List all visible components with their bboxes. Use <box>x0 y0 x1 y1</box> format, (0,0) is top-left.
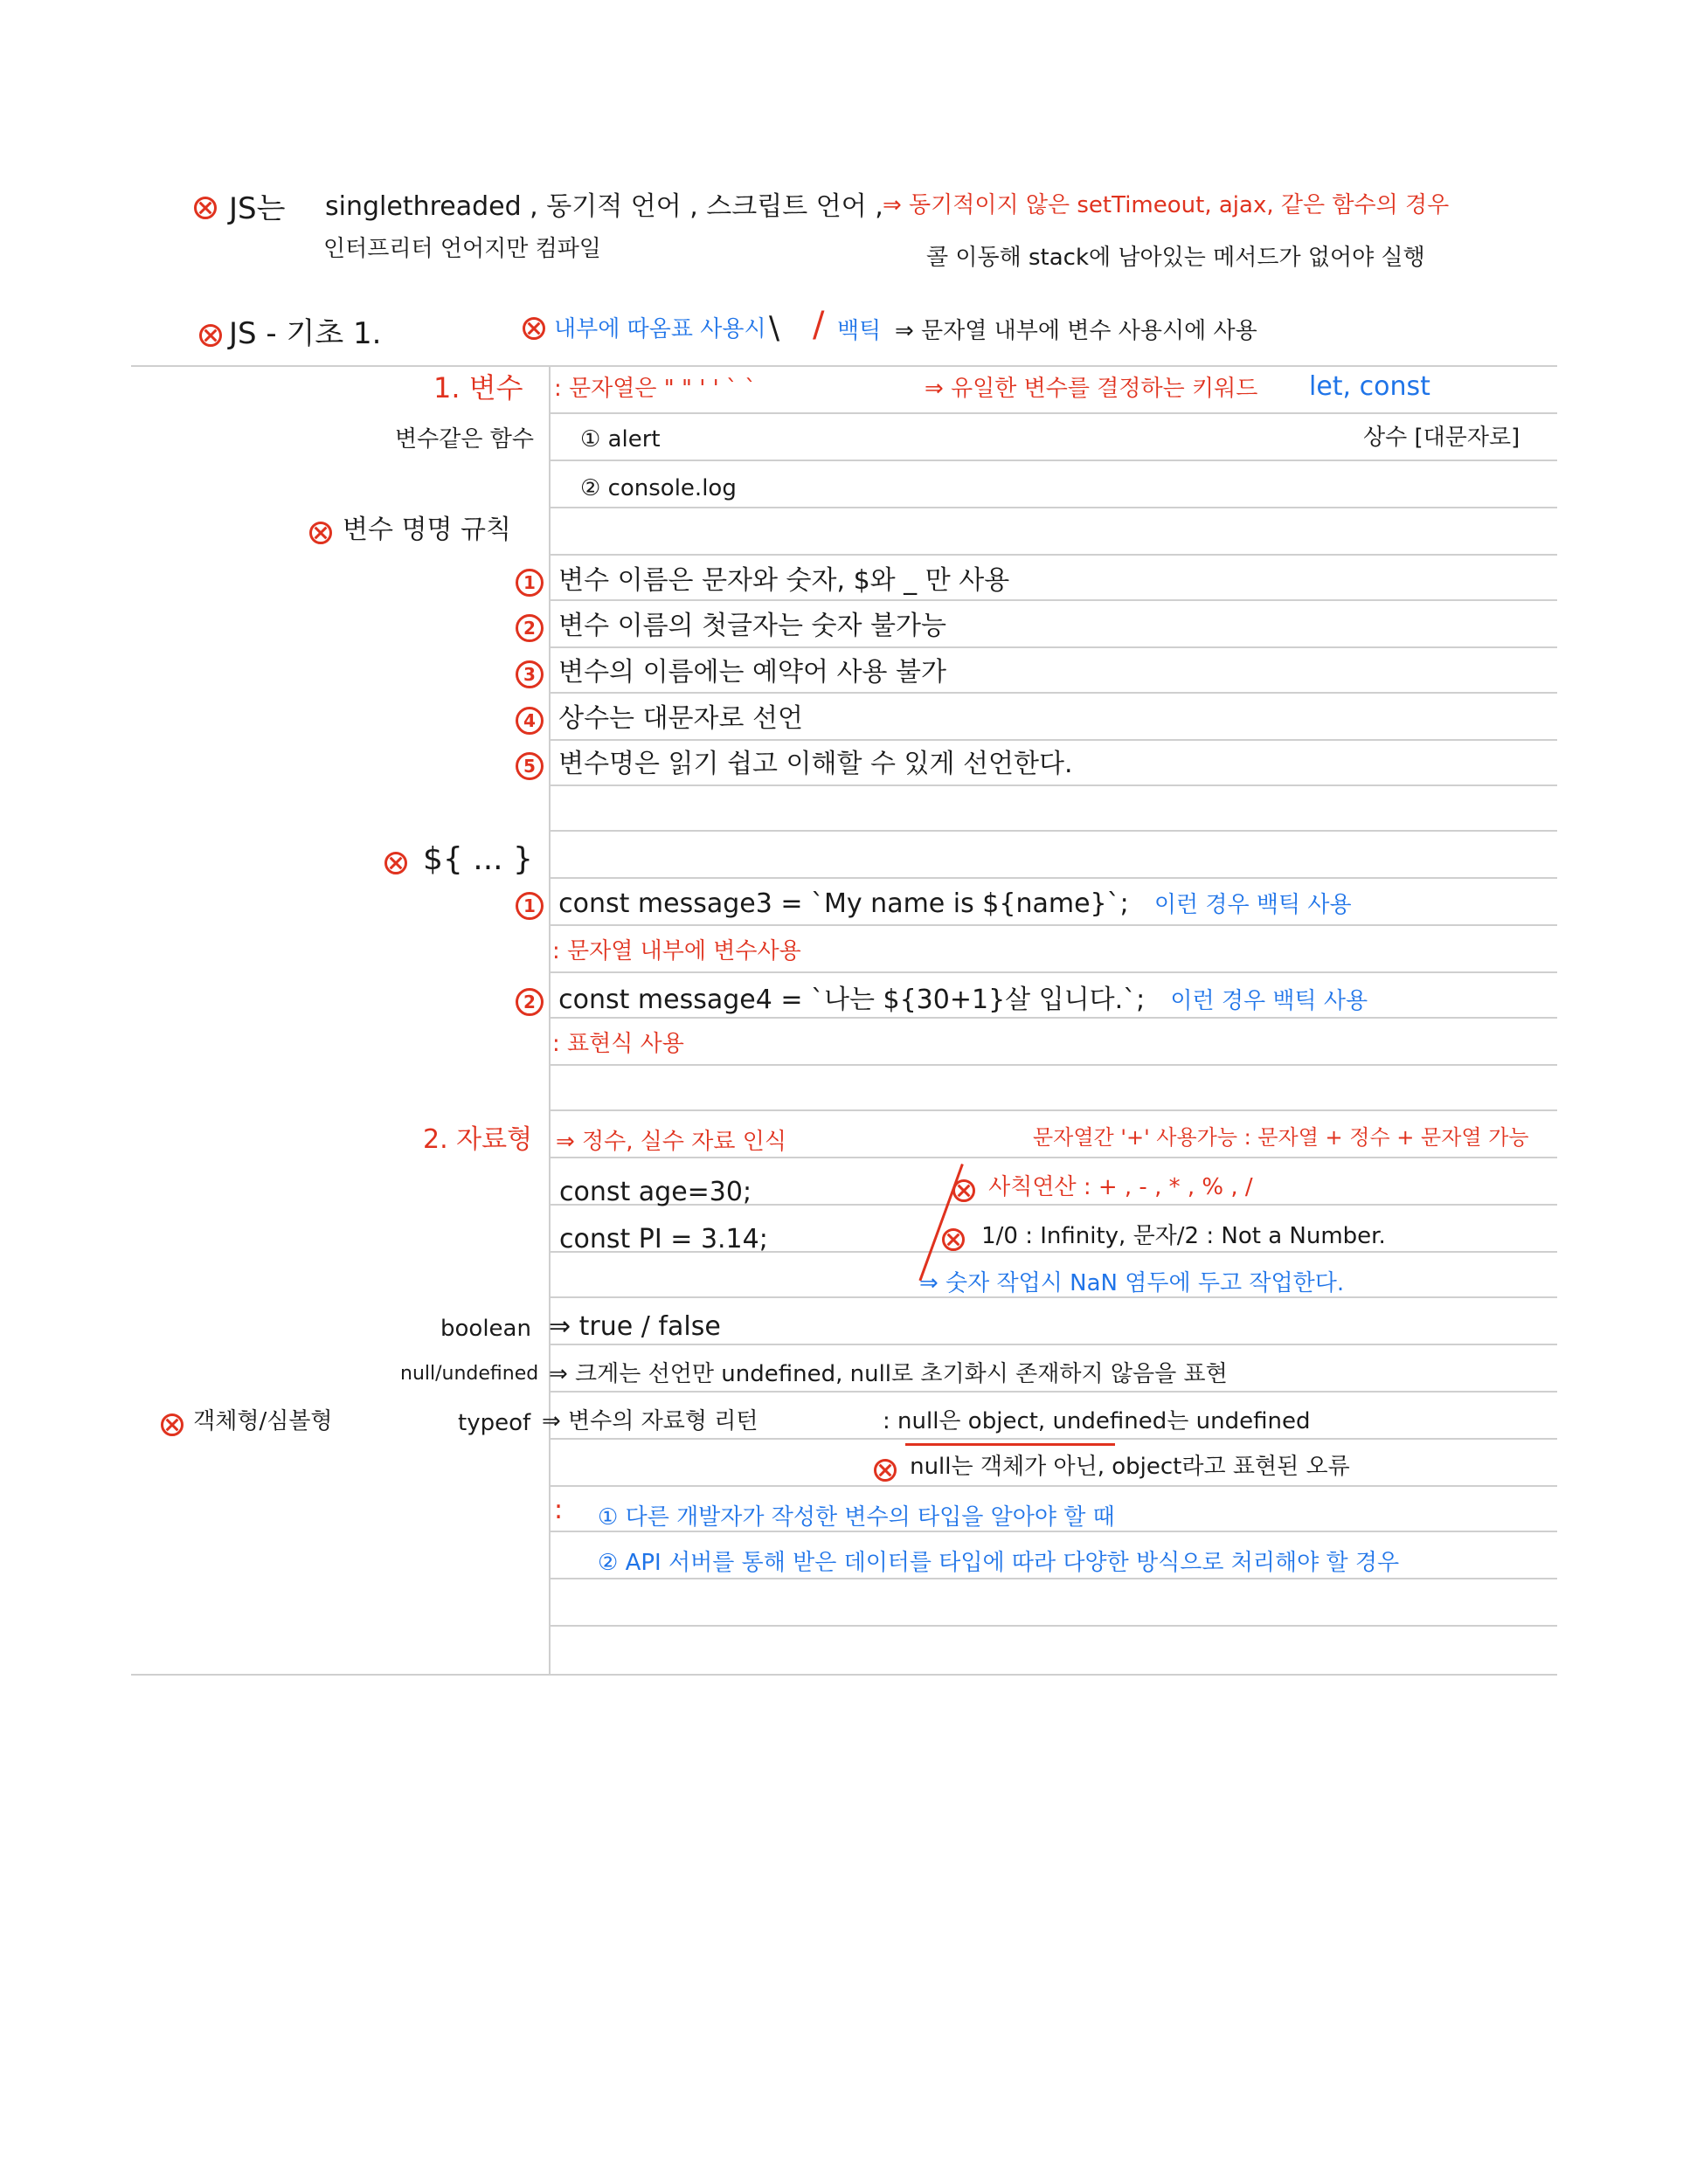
example-number: 2 <box>516 988 544 1016</box>
rule-text: 변수 이름은 문자와 숫자, $와 _ 만 사용 <box>558 565 1010 596</box>
ruled-line <box>549 599 1557 601</box>
ruled-line <box>549 460 1557 461</box>
slash-divider: / <box>813 305 825 345</box>
template-example-1 <box>516 888 1352 920</box>
bottom-rule <box>131 1674 1557 1676</box>
rule-number: 3 <box>516 660 544 688</box>
naming-rule <box>516 751 1073 780</box>
example-number: 1 <box>516 892 544 920</box>
margin-line <box>549 365 551 1676</box>
types-label: 2. 자료형 <box>423 1124 533 1155</box>
ruled-line <box>549 1531 1557 1532</box>
use-case-2: ② API 서버를 통해 받은 데이터를 타입에 따라 다양한 방식으로 처리해야 할 경우 <box>598 1550 1400 1576</box>
template-desc-1: : 문자열 내부에 변수사용 <box>552 938 801 964</box>
header-rule <box>131 365 1557 367</box>
rule-text: 변수명은 읽기 쉽고 이해할 수 있게 선언한다. <box>558 749 1073 779</box>
funcs-label: 변수같은 함수 <box>395 426 534 453</box>
null-bug-text: null는 객체가 아닌, object라고 표현된 오류 <box>910 1454 1350 1480</box>
ruled-line <box>549 830 1557 832</box>
naming-rule <box>516 703 803 735</box>
keywords: let, const <box>1309 371 1430 402</box>
ruled-line <box>549 1391 1557 1393</box>
inside-quote-note: 내부에 따옴표 사용시 <box>554 316 766 342</box>
rule-text: 변수 이름의 첫글자는 숫자 불가능 <box>558 611 946 641</box>
age-code: const age=30; <box>559 1177 752 1207</box>
naming-rule <box>516 613 946 642</box>
ruled-line <box>549 1438 1557 1440</box>
top-interpreter: 인터프리터 언어지만 컴파일 <box>323 236 601 262</box>
naming-rule <box>516 657 946 688</box>
top-js-is: JS는 <box>229 191 286 226</box>
rule-text: 변수의 이름에는 예약어 사용 불가 <box>558 657 946 688</box>
typeof-result: : null은 object, undefined는 undefined <box>883 1408 1311 1434</box>
object-text: 객체형/심볼형 <box>193 1408 333 1434</box>
ruled-line <box>549 692 1557 694</box>
ruled-line <box>549 554 1557 556</box>
asterisk-icon <box>384 852 407 874</box>
example-code: const message3 = `My name is ${name}`; <box>558 888 1129 919</box>
null-bug-line <box>874 1455 1350 1482</box>
ruled-line <box>549 507 1557 508</box>
ruled-line <box>549 971 1557 973</box>
asterisk-icon <box>523 317 545 340</box>
template-title: ${ ... } <box>423 841 533 877</box>
boolean-label: boolean <box>440 1316 531 1342</box>
ruled-line <box>549 646 1557 648</box>
header-asterisk <box>199 321 222 348</box>
boolean-value: ⇒ true / false <box>549 1311 721 1342</box>
ruled-line <box>549 1485 1557 1487</box>
inside-asterisk <box>523 314 545 341</box>
nan-note: ⇒ 숫자 작업시 NaN 염두에 두고 작업한다. <box>919 1270 1345 1296</box>
strings-note: : 문자열은 " " ' ' ` ` <box>554 376 757 402</box>
example-code: const message4 = `나는 ${30+1}살 입니다.`; <box>558 985 1146 1015</box>
ruled-line <box>549 1157 1557 1158</box>
variables-label: 1. 변수 <box>433 371 523 404</box>
asterisk-icon <box>309 522 332 544</box>
rule-number: 1 <box>516 569 544 597</box>
template-desc-2: : 표현식 사용 <box>552 1031 684 1057</box>
top-async-note: 콜 이동해 stack에 남아있는 메서드가 없어야 실행 <box>926 245 1425 271</box>
naming-rule <box>516 565 1010 597</box>
top-single-threaded: singlethreaded , 동기적 언어 , 스크립트 언어 , <box>325 191 883 222</box>
template-asterisk <box>384 849 407 875</box>
backtick-note: ⇒ 문자열 내부에 변수 사용시에 사용 <box>895 318 1257 344</box>
rule-text: 상수는 대문자로 선언 <box>558 703 803 734</box>
keyword-note: ⇒ 유일한 변수를 결정하는 키워드 <box>925 376 1258 402</box>
typeof-label: typeof <box>458 1410 531 1436</box>
naming-asterisk <box>309 519 332 545</box>
use-bullet: : <box>554 1495 564 1525</box>
ruled-line <box>549 784 1557 786</box>
ruled-line <box>549 1064 1557 1066</box>
ruled-line <box>549 1625 1557 1627</box>
null-value: ⇒ 크게는 선언만 undefined, null로 초기화시 존재하지 않음을 표현 <box>549 1361 1228 1387</box>
backslash: \ <box>769 310 780 346</box>
ops-text: 사칙연산 : + , - , * , % , / <box>988 1174 1253 1200</box>
ruled-line <box>549 1344 1557 1345</box>
example-note: 이런 경우 백틱 사용 <box>1170 988 1368 1014</box>
naming-title: 변수 명명 규칙 <box>343 515 511 545</box>
asterisk-icon <box>942 1228 965 1251</box>
infinity-line <box>942 1225 1386 1251</box>
asterisk-icon <box>952 1179 975 1202</box>
top-arrow-async: ⇒ 동기적이지 않은 setTimeout, ajax, 같은 함수의 경우 <box>883 192 1450 218</box>
rule-number: 2 <box>516 614 544 642</box>
typeof-value: ⇒ 변수의 자료형 리턴 <box>542 1408 758 1434</box>
ruled-line <box>549 412 1557 414</box>
ruled-line <box>549 1017 1557 1019</box>
concat-note: 문자열간 '+' 사용가능 : 문자열 + 정수 + 문자열 가능 <box>1033 1125 1529 1150</box>
ruled-line <box>549 877 1557 879</box>
use-case-1: ① 다른 개발자가 작성한 변수의 타입을 알아야 할 때 <box>598 1504 1115 1531</box>
rule-number: 4 <box>516 707 544 735</box>
number-note: ⇒ 정수, 실수 자료 인식 <box>556 1129 787 1155</box>
typeof-underline <box>905 1443 1115 1446</box>
rule-number: 5 <box>516 752 544 780</box>
example-note: 이런 경우 백틱 사용 <box>1153 892 1352 918</box>
asterisk-icon <box>199 324 222 347</box>
null-label: null/undefined <box>400 1363 539 1385</box>
alert-item: ① alert <box>580 426 661 453</box>
page-title: JS - 기초 1. <box>229 316 382 351</box>
top-asterisk <box>194 194 217 220</box>
console-item: ② console.log <box>580 475 737 501</box>
ruled-line <box>549 739 1557 741</box>
infinity-text: 1/0 : Infinity, 문자/2 : Not a Number. <box>981 1223 1386 1249</box>
ops-line <box>952 1176 1253 1202</box>
object-label <box>161 1410 333 1436</box>
ruled-line <box>549 1578 1557 1579</box>
ruled-line <box>549 924 1557 926</box>
asterisk-icon <box>194 197 217 219</box>
asterisk-icon <box>161 1413 184 1436</box>
ruled-line <box>549 1109 1557 1111</box>
template-example-2 <box>516 987 1368 1016</box>
ruled-line <box>549 1296 1557 1298</box>
const-note: 상수 [대문자로] <box>1363 425 1520 451</box>
backtick-label: 백틱 <box>837 318 882 344</box>
asterisk-icon <box>874 1459 897 1482</box>
pi-code: const PI = 3.14; <box>559 1224 768 1254</box>
